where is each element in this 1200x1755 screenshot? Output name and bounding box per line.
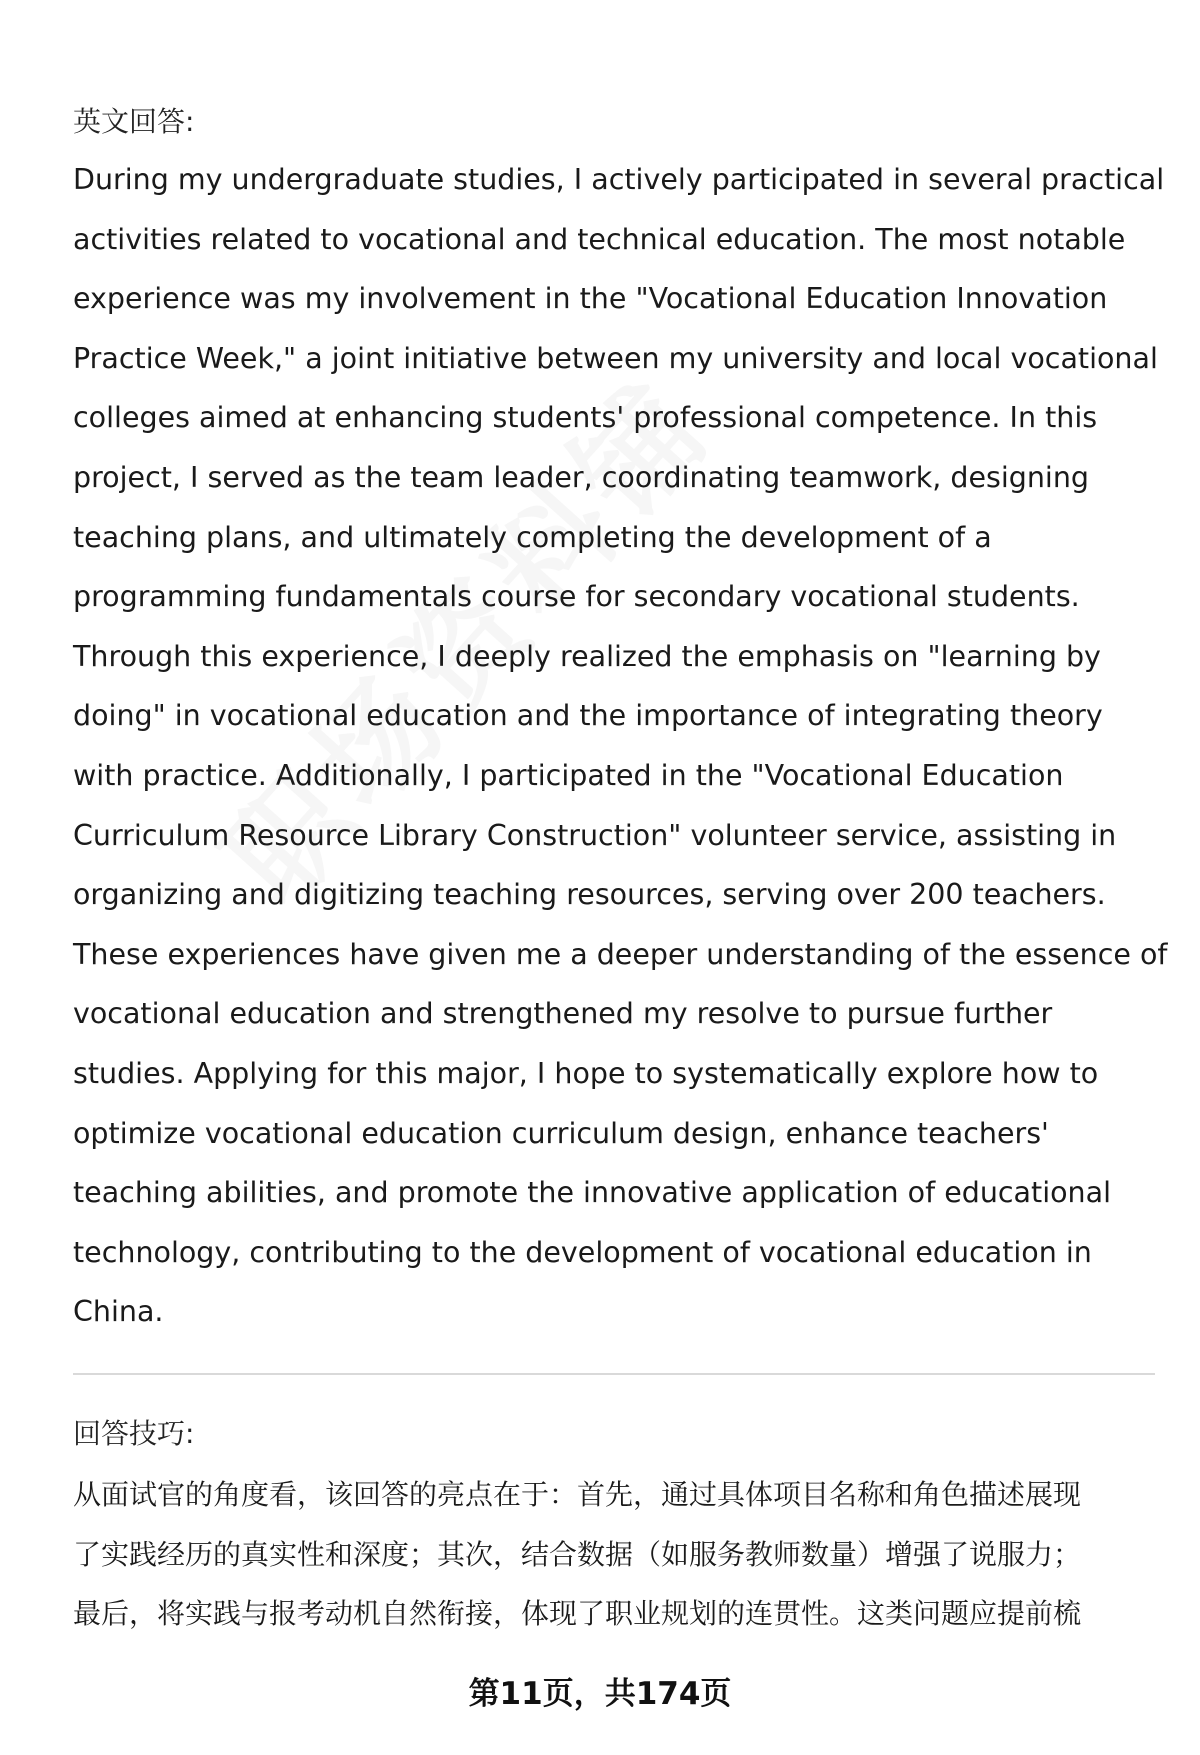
tips-line: 从面试官的角度看，该回答的亮点在于：首先，通过具体项目名称和角色描述展现 (73, 1478, 1082, 1511)
answer-line: teaching plans, and ultimately completing the development of a (73, 520, 992, 554)
answer-line: project, I served as the team leader, coordinating teamwork, designing (73, 460, 1089, 494)
answer-line: with practice. Additionally, I participated in the "Vocational Education (73, 758, 1064, 792)
page-indicator: 第11页，共174页 (468, 1676, 732, 1712)
english-answer-heading: 英文回答: (73, 105, 195, 138)
answer-line: technology, contributing to the development of vocational education in (73, 1235, 1092, 1269)
answer-line: colleges aimed at enhancing students' professional competence. In this (73, 401, 1098, 435)
answer-tips-heading: 回答技巧: (73, 1417, 195, 1450)
answer-line: teaching abilities, and promote the innovative application of educational (73, 1176, 1111, 1210)
answer-line: During my undergraduate studies, I actively participated in several practical (73, 163, 1165, 196)
answer-line: organizing and digitizing teaching resources, serving over 200 teachers. (73, 878, 1106, 912)
answer-tips-body (73, 1465, 1163, 1644)
answer-line: These experiences have given me a deeper understanding of the essence of (73, 937, 1168, 971)
answer-line: vocational education and strengthened my resolve to pursue further (73, 997, 1053, 1031)
answer-line: activities related to vocational and technical education. The most notable (73, 222, 1126, 256)
answer-line: Through this experience, I deeply realized the emphasis on "learning by (73, 639, 1101, 673)
answer-line: China. (73, 1295, 164, 1329)
english-answer-body (73, 150, 1168, 1342)
answer-line: studies. Applying for this major, I hope to systematically explore how to (73, 1056, 1099, 1090)
answer-line: Practice Week," a joint initiative between my university and local vocational (73, 341, 1158, 375)
answer-line: Curriculum Resource Library Construction" volunteer service, assisting in (73, 818, 1117, 852)
answer-line: programming fundamentals course for secondary vocational students. (73, 580, 1080, 614)
section-divider (73, 1373, 1155, 1375)
answer-line: doing" in vocational education and the importance of integrating theory (73, 699, 1103, 733)
answer-line: experience was my involvement in the "Vocational Education Innovation (73, 282, 1108, 316)
answer-line: optimize vocational education curriculum design, enhance teachers' (73, 1116, 1049, 1150)
tips-line: 最后，将实践与报考动机自然衔接，体现了职业规划的连贯性。这类问题应提前梳 (73, 1597, 1082, 1630)
tips-line: 了实践经历的真实性和深度；其次，结合数据（如服务教师数量）增强了说服力； (73, 1537, 1082, 1571)
